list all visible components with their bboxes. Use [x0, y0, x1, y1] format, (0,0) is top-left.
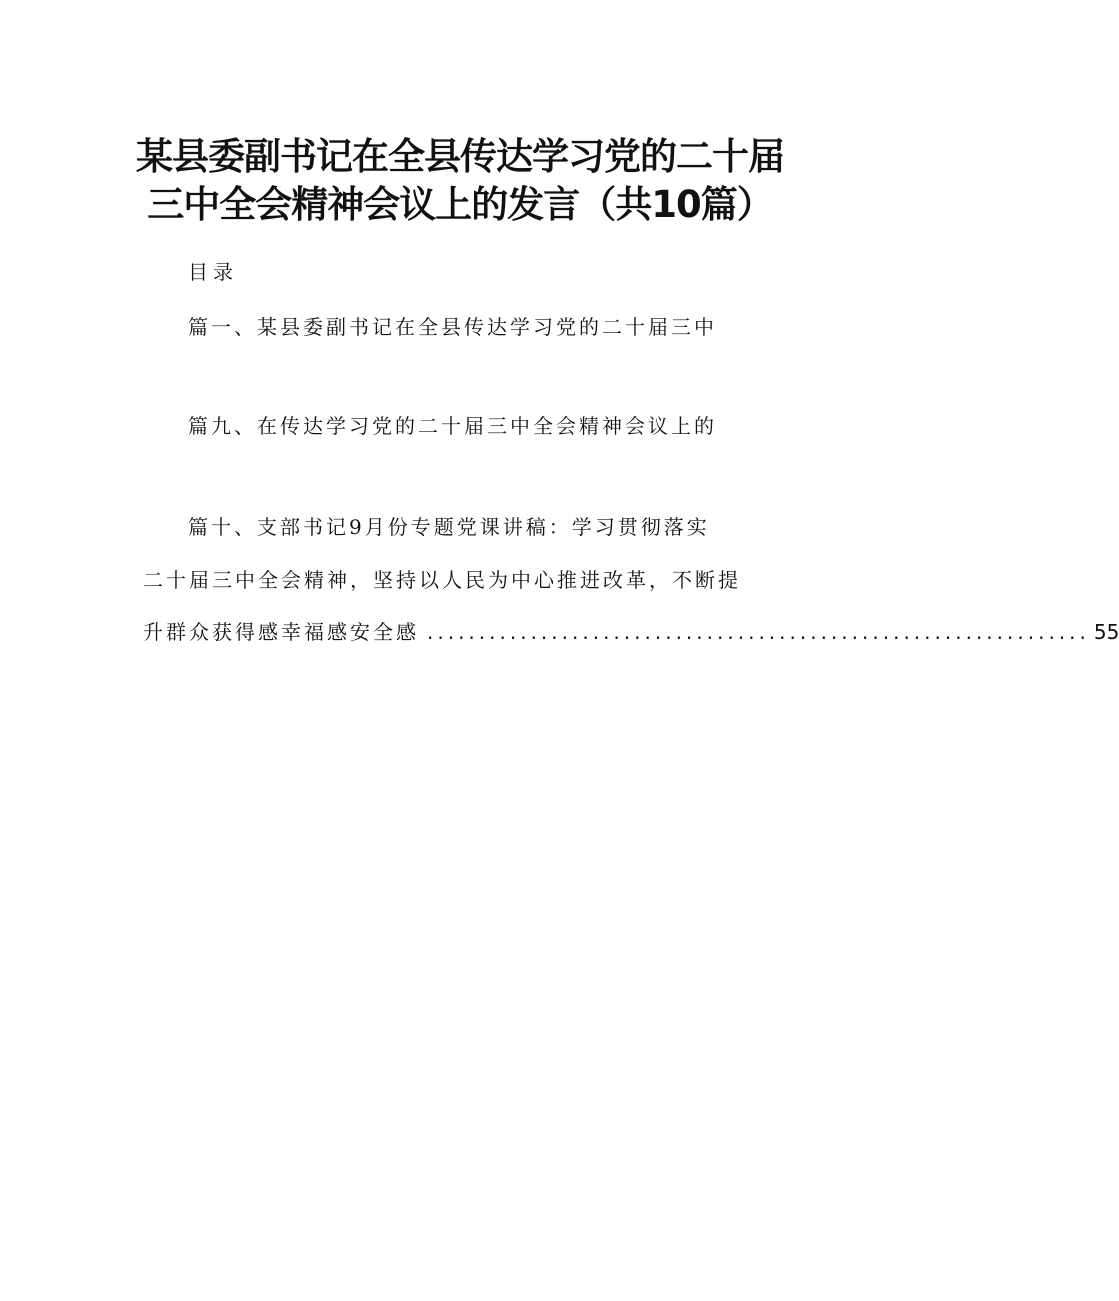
toc-entry-10-line-2[interactable]: 二十届三中全会精神，坚持以人民为中心推进改革，不断提 [143, 568, 741, 592]
toc-dot-leader: ................................................................ [427, 620, 1090, 644]
toc-entry-9[interactable]: 篇九、在传达学习党的二十届三中全会精神会议上的 [188, 414, 717, 438]
toc-entry-10-line-3[interactable] [143, 618, 1119, 646]
toc-entry-10-line-1[interactable]: 篇十、支部书记9月份专题党课讲稿：学习贯彻落实 [188, 515, 710, 539]
document-title-line-1: 某县委副书记在全县传达学习党的二十届 [136, 135, 784, 178]
toc-heading: 目录 [188, 260, 238, 284]
toc-entry-1[interactable]: 篇一、某县委副书记在全县传达学习党的二十届三中 [188, 315, 717, 339]
document-title-line-2: 三中全会精神会议上的发言（共10篇） [147, 183, 773, 226]
toc-entry-10-text: 升群众获得感幸福感安全感 [143, 620, 419, 644]
toc-page-number: 55 [1093, 620, 1119, 644]
